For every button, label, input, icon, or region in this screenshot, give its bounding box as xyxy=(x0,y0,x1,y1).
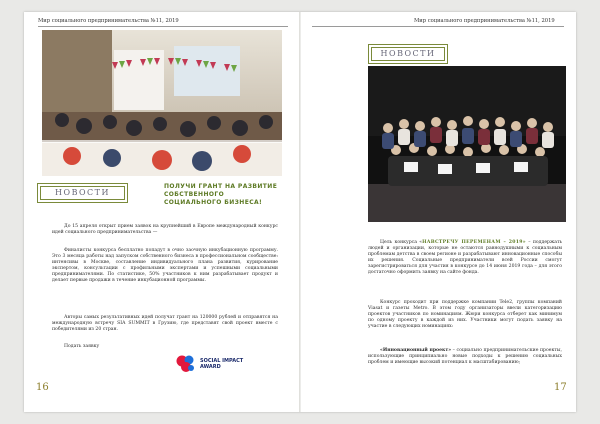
article-paragraph-1 xyxy=(368,240,562,277)
group-photo-image xyxy=(368,66,566,222)
award-logo-line1: SOCIAL IMPACT xyxy=(200,358,244,364)
group-photo xyxy=(368,66,566,222)
event-photo xyxy=(42,30,282,176)
award-logo-icon xyxy=(174,354,198,374)
section-badge-label: НОВОСТИ xyxy=(371,47,445,61)
page-number: 16 xyxy=(36,382,49,393)
section-badge xyxy=(37,183,128,203)
article-paragraph-3: Авторы самых результативных идей получат грант на 120000 рублей и отправятся на международную встречу SIA SUMMIT в Грузию, где представят свой проект вместе с победителями из 20 стран. xyxy=(52,315,278,333)
right-page xyxy=(300,12,576,412)
para1-prefix: Цель конкурса « xyxy=(380,240,423,245)
header-rule xyxy=(312,26,564,27)
apply-link[interactable]: Подать заявку xyxy=(64,344,100,349)
article-paragraph-2: Конкурс проходит при поддержке компании Tele2, группы компаний Viasat и газеты Metro. В этом году организаторы ввели категоризацию проектов участников по номинациям. Жюри конкурса отберет как минимум по одному проекту в каждой из них. Участники могут подать заявку на участие в следующих номинациях: xyxy=(368,300,562,330)
nomination-name: «Инновационный проект» xyxy=(380,348,452,353)
page-number: 17 xyxy=(554,382,567,393)
social-impact-award-logo xyxy=(174,354,264,374)
magazine-spread xyxy=(24,12,576,412)
para3-rest: – социально предпринимательские проекты, использующие принципиально новые подходы к решению социальных проблем и имеющие высокий потенциал к масштабированию; xyxy=(368,348,563,366)
header-rule xyxy=(38,26,288,27)
left-page xyxy=(24,12,300,412)
award-logo-line2: AWARD xyxy=(200,364,221,370)
contest-name-highlight: НАВСТРЕЧУ ПЕРЕМЕНАМ – 2019» xyxy=(422,240,526,245)
section-badge xyxy=(368,44,448,64)
article-paragraph-3 xyxy=(368,348,562,366)
page-header: Мир социального предпринимательства №11, 2019 xyxy=(38,18,179,24)
article-paragraph-1: До 15 апреля открыт прием заявок на крупнейший в Европе международный конкурс идей социального предпринимательства — xyxy=(52,224,278,236)
section-badge-label: НОВОСТИ xyxy=(40,186,125,200)
article-paragraph-2: Финалисты конкурса бесплатно попадут в очно заочную инкубационную программу. Это 3 месяца работы над запуском собственного бизнеса в профессиональном сообществе: интенсивы в Москве, составление индивидуального плана развития, курирование экспертом, консультации с профильными экспертами и успешными социальными предпринимателями. По статистике, 50% участников к ним разрабатывает продукт и делает первые продажи в течение инкубационной программы. xyxy=(52,248,278,284)
event-photo-image xyxy=(42,30,282,176)
article-title: ПОЛУЧИ ГРАНТ НА РАЗВИТИЕ СОБСТВЕННОГО СОЦИАЛЬНОГО БИЗНЕСА! xyxy=(164,183,278,207)
para1-suffix: – поддержать людей и организации, которые не остаются равнодушными к социальным проблемам детства в своем регионе и разрабатывают инновационные способы их решения. Социальные предприниматели всей России смогут зарегистрироваться для участия в конкурсе до 14 июня 2019 года – для этого достаточно оформить заявку на сайте фонда. xyxy=(368,240,562,276)
page-header: Мир социального предпринимательства №11, 2019 xyxy=(414,18,555,24)
